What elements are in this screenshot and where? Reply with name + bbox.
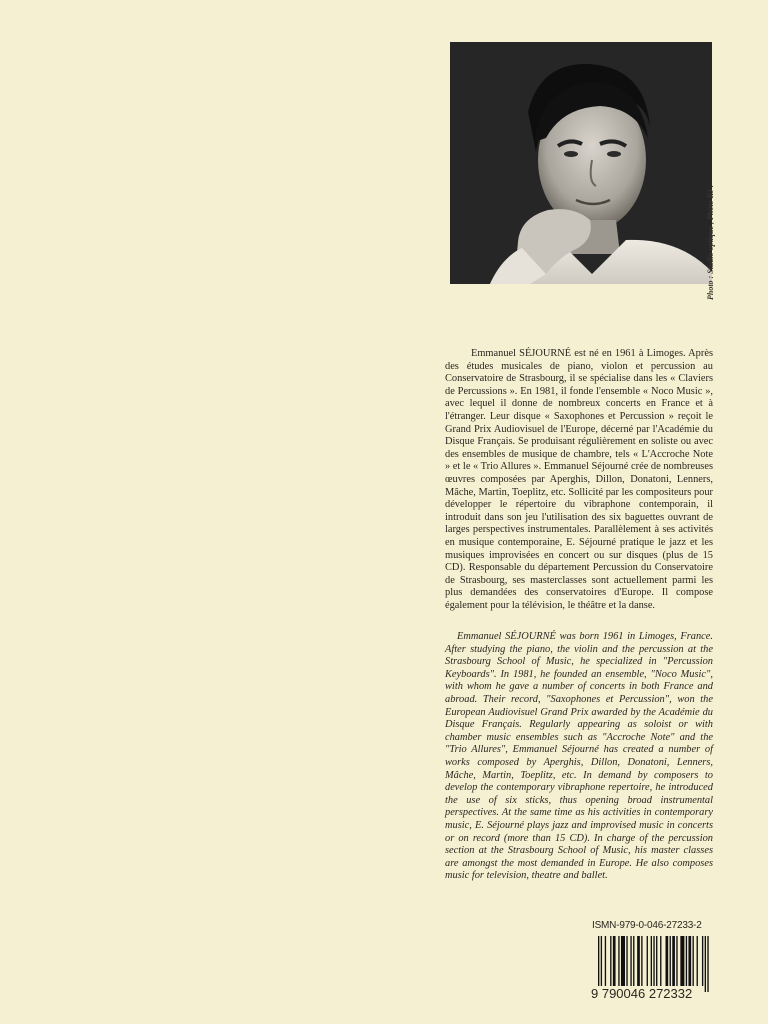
barcode-bar — [672, 936, 675, 986]
barcode-bar — [621, 936, 625, 986]
barcode-bar — [618, 936, 619, 986]
photo-credit: Photo : Studio optique , Photo RJ . — [706, 185, 715, 300]
barcode-bar — [686, 936, 687, 986]
barcode-bar — [656, 936, 657, 992]
barcode-bar — [653, 936, 654, 992]
barcode-bar — [601, 936, 602, 992]
barcode-bar — [613, 936, 616, 986]
barcode-bar — [697, 936, 698, 986]
barcode-bar — [676, 936, 677, 986]
barcode-bar — [705, 936, 706, 992]
barcode-bar — [660, 936, 661, 986]
biography-english: Emmanuel SÉJOURNÉ was born 1961 in Limoges, France. After studying the piano, the violin and the percussion at the Strasbourg School of Music, he specialized in "Percussion Keyboards". In 1981, he founded an ensemble, "Noco Music", with whom he gave a number of concerts in both France and abroad. Their record, "Saxophones et Percussion", won the European Audiovisuel Grand Prix awarded by the Académie du Disque Français. Regularly appearing as soloist or with chamber music ensembles such as "Accroche Note" and the "Trio Allures", Emmanuel Séjourné has created a number of works composed by Aperghis, Dillon, Donatoni, Lenners, Mâche, Martin, Toeplitz, etc. In demand by composers to develop the contemporary vibraphone repertoire, he introduced the use of six sticks, thus opening broad instrumental perspectives. At the same time as his activities in contemporary music, E. Séjourné plays jazz and improvised music in concerts or on record (more than 15 CD). In charge of the percussion section at the Strasbourg School of Music, his master classes are amongst the most demanded in Europe. He also composes music for television, theatre and ballet. — [445, 631, 713, 882]
barcode-bar — [680, 936, 684, 986]
biography-french: Emmanuel SÉJOURNÉ est né en 1961 à Limoges. Après des études musicales de piano, violon et percussion au Conservatoire de Strasbourg, il se spécialise dans les « Claviers de Percussions ». En 1981, il fonde l'ensemble « Noco Music », avec lequel il donne de nombreux concerts en France et à l'étranger. Leur disque « Saxophones et Percussion » reçoit le Grand Prix Audiovisuel de l'Europe, décerné par l'Académie du Disque Français. Se produisant régulièrement en soliste ou avec des ensembles de musique de chambre, tels « L'Accroche Note » et le « Trio Allures ». Emmanuel Séjourné crée de nombreuses œuvres composées par Aperghis, Dillon, Donatoni, Lenners, Mâche, Martin, Toeplitz, etc. Sollicité par les compositeurs pour développer le répertoire du vibraphone contemporain, il introduit dans son jeu l'utilisation des six baguettes ouvrant de larges perspectives instrumentales. Parallèlement à ses activités en musique contemporaine, E. Séjourné pratique le jazz et les musiques improvisées en concert ou sur disques (plus de 15 CD). Responsable du département Percussion du Conservatoire de Strasbourg, ses masterclasses sont actuellement parmi les plus demandées des conservatoires d'Europe. Il compose également pour la télévision, le théâtre et la danse. — [445, 348, 713, 611]
barcode-bar — [637, 936, 640, 986]
barcode-bar — [651, 936, 652, 986]
barcode-bar — [707, 936, 708, 992]
barcode-bar — [693, 936, 694, 986]
barcode-bar — [647, 936, 648, 986]
barcode-bar — [633, 936, 634, 986]
ismn-number: ISMN-979-0-046-27233-2 — [592, 920, 702, 931]
barcode-bar — [598, 936, 599, 992]
barcode-bar — [630, 936, 631, 986]
portrait-photo — [450, 42, 712, 284]
barcode-bar — [670, 936, 671, 986]
barcode-bar — [626, 936, 627, 986]
barcode-bar — [605, 936, 606, 986]
barcode-block — [592, 920, 716, 1004]
barcode-digits: 9 790046 272332 — [591, 986, 693, 1001]
portrait-illustration — [450, 42, 712, 284]
barcode-bar — [666, 936, 669, 986]
barcode-bar — [610, 936, 611, 986]
barcode-bar — [641, 936, 642, 986]
barcode-bar — [702, 936, 703, 986]
barcode-bar — [688, 936, 691, 986]
